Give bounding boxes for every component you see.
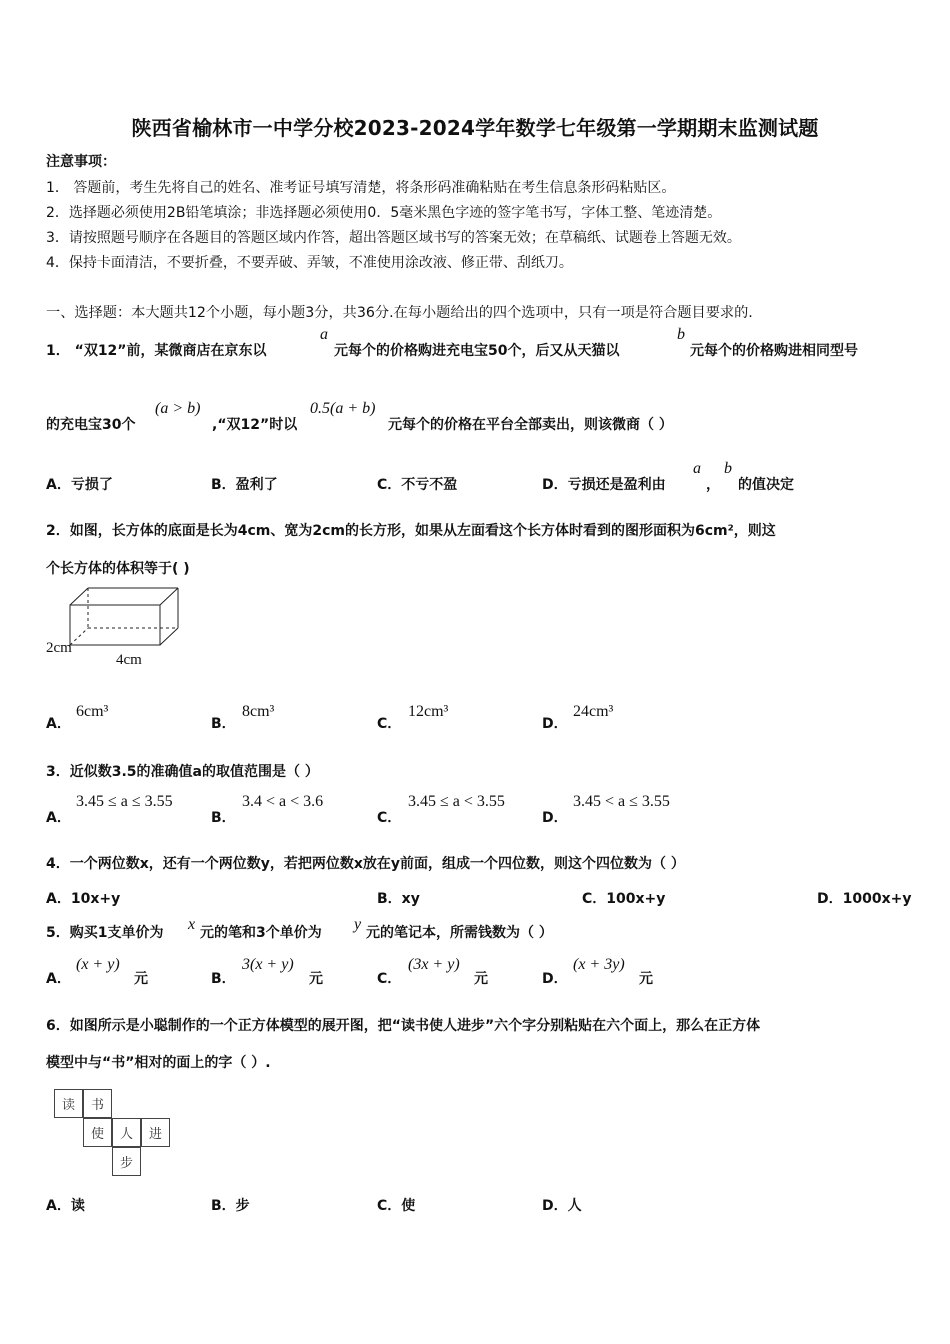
q5-option-a-letter[interactable]: A．	[46, 971, 71, 987]
q2-stem-line1: 2．如图，长方体的底面是长为4cm、宽为2cm的长方形，如果从左面看这个长方体时看到的图形面积为6cm²，则这	[46, 523, 776, 539]
q6-stem-line2: 模型中与“书”相对的面上的字（ ）.	[46, 1055, 271, 1071]
q5-option-d-value: (x + 3y)	[573, 956, 625, 973]
q2-option-c-letter[interactable]: C．	[377, 716, 402, 732]
q5-stem-part2: 元的笔和3个单价为	[200, 925, 322, 941]
cuboid-figure	[60, 585, 180, 657]
q4-stem: 4．一个两位数x，还有一个两位数y，若把两位数x放在y前面，组成一个四位数，则这个四位数为（ ）	[46, 856, 685, 872]
q1-option-a[interactable]: A．亏损了	[46, 477, 113, 493]
q5-option-b-letter[interactable]: B．	[211, 971, 236, 987]
section-heading: 一、选择题：本大题共12个小题，每小题3分，共36分.在每小题给出的四个选项中，只有一项是符合题目要求的.	[46, 305, 753, 321]
q1-stem-part5: ,“双12”时以	[212, 417, 298, 433]
q2-option-d-value: 24cm³	[573, 703, 614, 720]
net-cell-jin: 进	[141, 1118, 170, 1147]
q1-option-d-var-a: a	[693, 460, 701, 477]
net-cell-bu: 步	[112, 1147, 141, 1176]
q4-option-a[interactable]: A．10x+y	[46, 891, 121, 907]
q1-option-d[interactable]: D．亏损还是盈利由	[542, 477, 666, 493]
cuboid-length-label: 4cm	[116, 652, 142, 668]
q2-stem-line2: 个长方体的体积等于( )	[46, 561, 190, 577]
notice-item: 2．选择题必须使用2B铅笔填涂；非选择题必须使用0．5毫米黑色字迹的签字笔书写，字体工整、笔迹清楚。	[46, 205, 722, 221]
q4-option-d[interactable]: D．1000x+y	[817, 891, 912, 907]
q1-stem-part3: 元每个的价格购进相同型号	[690, 343, 858, 359]
q2-option-b-letter[interactable]: B．	[211, 716, 236, 732]
q2-option-a-value: 6cm³	[76, 703, 109, 720]
q5-option-c-unit: 元	[474, 971, 488, 987]
q3-stem: 3．近似数3.5的准确值a的取值范围是（ ）	[46, 764, 319, 780]
q1-option-d-tail: 的值决定	[738, 477, 794, 493]
q4-option-c[interactable]: C．100x+y	[582, 891, 666, 907]
page-title: 陕西省榆林市一中学分校2023-2024学年数学七年级第一学期期末监测试题	[131, 116, 819, 140]
notice-heading: 注意事项：	[46, 154, 116, 170]
q1-stem-part2: 元每个的价格购进充电宝50个，后又从天猫以	[334, 343, 620, 359]
q5-stem-part1: 5．购买1支单价为	[46, 925, 164, 941]
q1-option-b[interactable]: B．盈利了	[211, 477, 278, 493]
q3-option-c-letter[interactable]: C．	[377, 810, 402, 826]
q6-option-d[interactable]: D．人	[542, 1198, 582, 1214]
notice-item: 3．请按照题号顺序在各题目的答题区域内作答，超出答题区域书写的答案无效；在草稿纸、试题卷上答题无效。	[46, 230, 741, 246]
q2-option-a-letter[interactable]: A．	[46, 716, 71, 732]
net-cell-du: 读	[54, 1089, 83, 1118]
net-cell-ren: 人	[112, 1118, 141, 1147]
q3-option-b-value: 3.4 < a < 3.6	[242, 793, 324, 810]
q5-option-c-value: (3x + y)	[408, 956, 460, 973]
q3-option-d-value: 3.45 < a ≤ 3.55	[573, 793, 670, 810]
q2-option-b-value: 8cm³	[242, 703, 275, 720]
q6-option-a[interactable]: A．读	[46, 1198, 85, 1214]
q3-option-a-letter[interactable]: A．	[46, 810, 71, 826]
q1-option-d-sep: ，	[706, 477, 720, 493]
q1-var-b: b	[677, 326, 685, 343]
q5-var-y: y	[354, 916, 362, 933]
q5-option-d-unit: 元	[639, 971, 653, 987]
q1-stem-part1: 1． “双12”前，某微商店在京东以	[46, 343, 267, 359]
q3-option-b-letter[interactable]: B．	[211, 810, 236, 826]
q4-option-b[interactable]: B．xy	[377, 891, 420, 907]
q1-stem-part4: 的充电宝30个	[46, 417, 136, 433]
cuboid-front-face	[70, 605, 160, 645]
q5-var-x: x	[188, 916, 196, 933]
notice-item: 4．保持卡面清洁，不要折叠，不要弄破、弄皱，不准使用涂改液、修正带、刮纸刀。	[46, 255, 573, 271]
q1-option-d-var-b: b	[724, 460, 732, 477]
q6-stem-line1: 6．如图所示是小聪制作的一个正方体模型的展开图，把“读书使人进步”六个字分别粘贴在六个面上，那么在正方体	[46, 1018, 761, 1034]
q1-var-a: a	[320, 326, 328, 343]
notice-item: 1． 答题前，考生先将自己的姓名、准考证号填写清楚，将条形码准确粘贴在考生信息条形码粘贴区。	[46, 180, 676, 196]
q2-option-d-letter[interactable]: D．	[542, 716, 568, 732]
net-cell-shi: 使	[83, 1118, 112, 1147]
q1-condition: (a > b)	[155, 400, 201, 417]
q5-option-a-value: (x + y)	[76, 956, 120, 973]
q5-option-d-letter[interactable]: D．	[542, 971, 568, 987]
q5-option-c-letter[interactable]: C．	[377, 971, 402, 987]
net-cell-shu: 书	[83, 1089, 112, 1118]
q1-option-c[interactable]: C．不亏不盈	[377, 477, 458, 493]
q3-option-c-value: 3.45 ≤ a < 3.55	[408, 793, 505, 810]
q1-price: 0.5(a + b)	[310, 400, 376, 417]
q2-option-c-value: 12cm³	[408, 703, 449, 720]
q3-option-d-letter[interactable]: D．	[542, 810, 568, 826]
q5-option-a-unit: 元	[134, 971, 148, 987]
q1-stem-part6: 元每个的价格在平台全部卖出，则该微商（ ）	[388, 417, 673, 433]
q5-option-b-unit: 元	[309, 971, 323, 987]
q3-option-a-value: 3.45 ≤ a ≤ 3.55	[76, 793, 173, 810]
q5-option-b-value: 3(x + y)	[242, 956, 294, 973]
cuboid-width-label: 2cm	[46, 640, 72, 656]
q6-option-b[interactable]: B．步	[211, 1198, 250, 1214]
q5-stem-part3: 元的笔记本，所需钱数为（ ）	[366, 925, 553, 941]
q6-option-c[interactable]: C．使	[377, 1198, 416, 1214]
